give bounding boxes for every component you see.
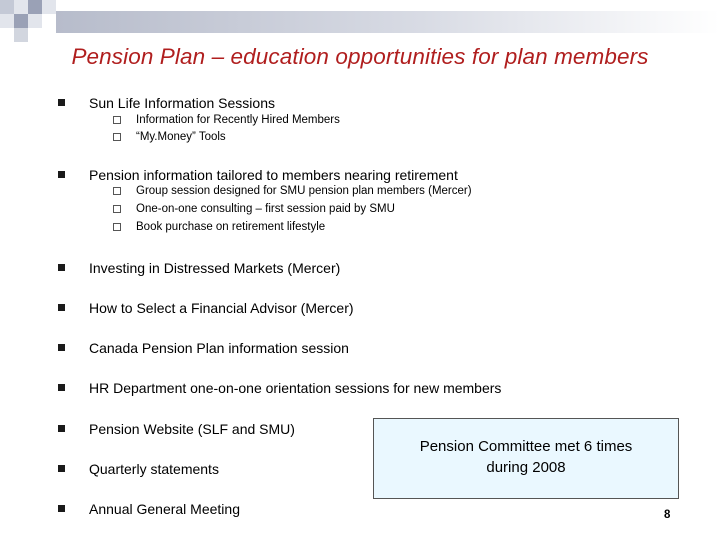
- subbullet-text: “My.Money” Tools: [136, 131, 226, 143]
- bullet-text: How to Select a Financial Advisor (Mercer): [89, 300, 354, 316]
- hollow-square-bullet-icon: [113, 116, 121, 124]
- decor-square: [14, 14, 28, 28]
- hollow-square-bullet-icon: [113, 223, 121, 231]
- bullet-text: Sun Life Information Sessions: [89, 95, 275, 111]
- square-bullet-icon: [58, 505, 65, 512]
- square-bullet-icon: [58, 304, 65, 311]
- bullet-text: Quarterly statements: [89, 461, 219, 477]
- subbullet-text: Book purchase on retirement lifestyle: [136, 221, 326, 233]
- subbullet-text: Group session designed for SMU pension plan members (Mercer): [136, 185, 472, 197]
- bullet-text: Canada Pension Plan information session: [89, 340, 349, 356]
- page-number: 8: [664, 509, 671, 521]
- bullet-text: Pension Website (SLF and SMU): [89, 421, 295, 437]
- callout-line: during 2008: [486, 459, 566, 476]
- square-bullet-icon: [58, 425, 65, 432]
- decor-square: [0, 14, 14, 28]
- bullet-text: Annual General Meeting: [89, 501, 240, 517]
- subbullet-text: Information for Recently Hired Members: [136, 114, 340, 126]
- square-bullet-icon: [58, 171, 65, 178]
- square-bullet-icon: [58, 344, 65, 351]
- decor-square: [28, 14, 42, 28]
- square-bullet-icon: [58, 465, 65, 472]
- decor-square: [42, 0, 56, 14]
- square-bullet-icon: [58, 99, 65, 106]
- hollow-square-bullet-icon: [113, 187, 121, 195]
- slide-title: Pension Plan – education opportunities for plan members: [71, 44, 649, 69]
- hollow-square-bullet-icon: [113, 205, 121, 213]
- header-decoration: [0, 0, 720, 40]
- decor-square: [28, 0, 42, 14]
- subbullet-text: One-on-one consulting – first session paid by SMU: [136, 203, 395, 215]
- decor-square: [14, 28, 28, 42]
- square-bullet-icon: [58, 264, 65, 271]
- decor-square: [0, 0, 14, 14]
- callout-box: [373, 418, 679, 499]
- header-band: [56, 11, 720, 33]
- decor-square: [14, 0, 28, 14]
- bullet-text: HR Department one-on-one orientation sessions for new members: [89, 380, 502, 396]
- bullet-text: Investing in Distressed Markets (Mercer): [89, 260, 341, 276]
- square-bullet-icon: [58, 384, 65, 391]
- hollow-square-bullet-icon: [113, 133, 121, 141]
- bullet-text: Pension information tailored to members nearing retirement: [89, 167, 458, 183]
- callout-line: Pension Committee met 6 times: [419, 438, 633, 455]
